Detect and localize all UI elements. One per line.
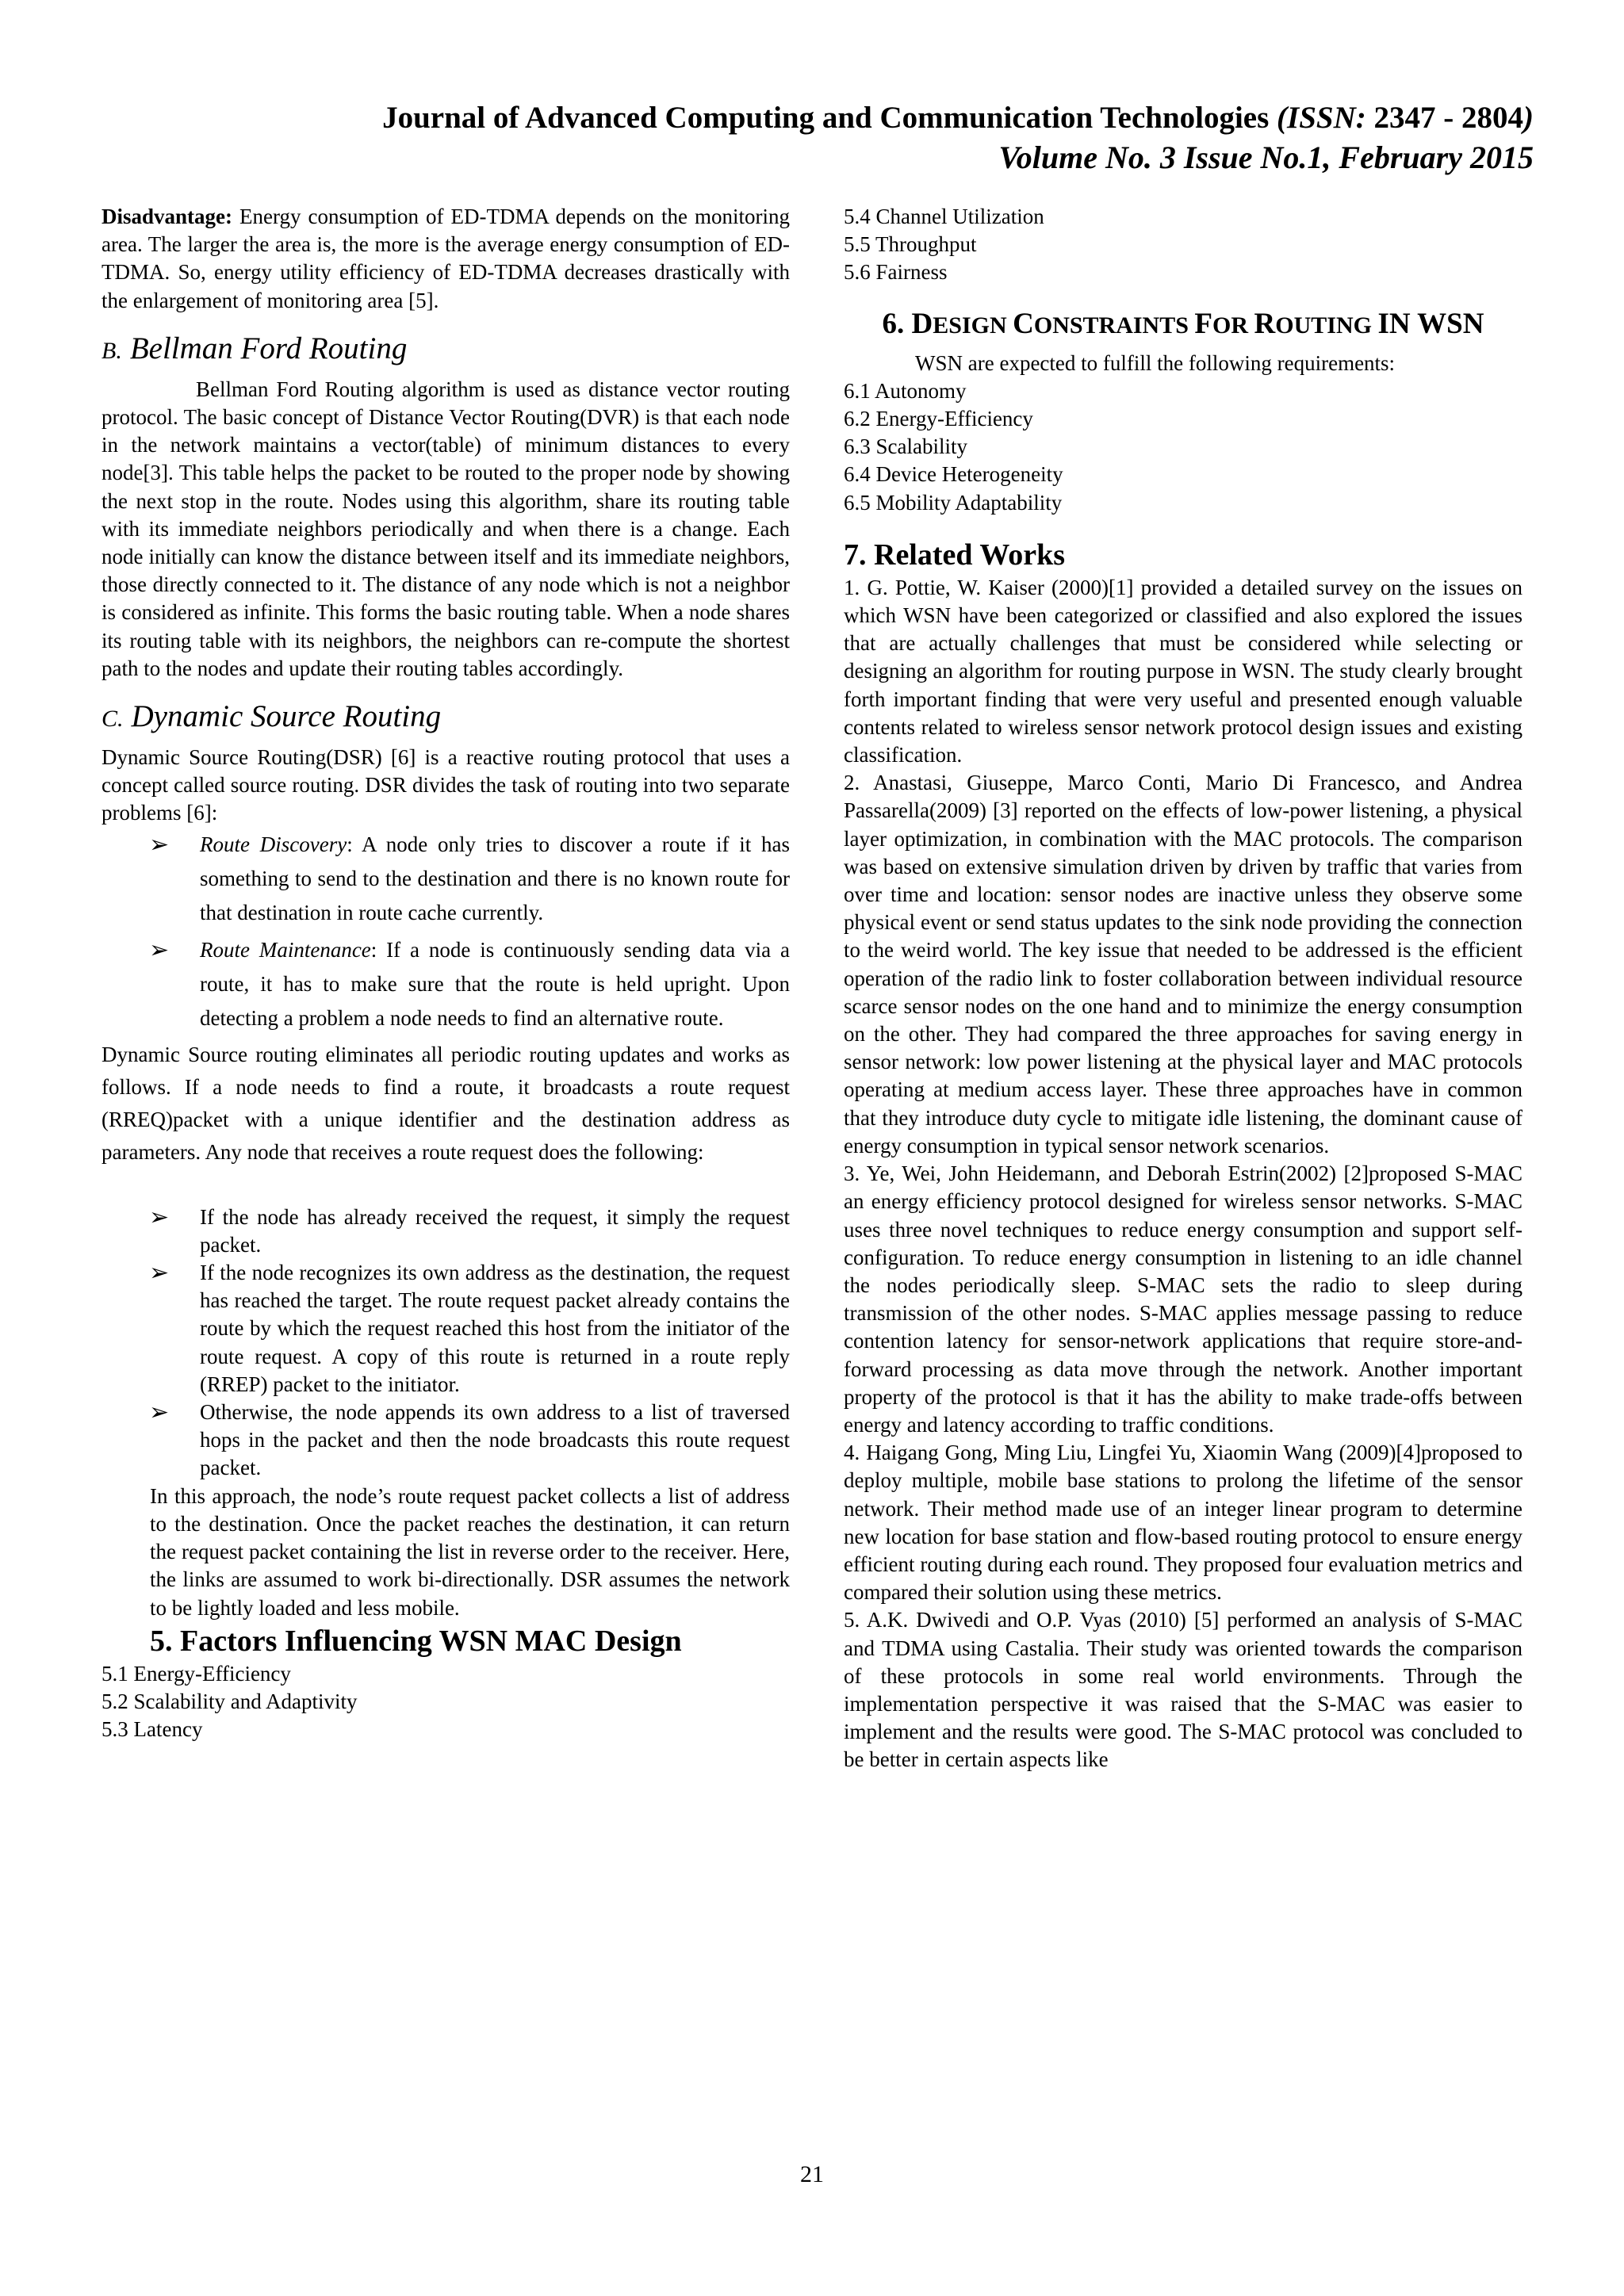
- section-6-intro: WSN are expected to fulfill the following requirements:: [915, 350, 1396, 375]
- issn-number: 2347 - 2804: [1373, 101, 1523, 135]
- rreq-handling-list: [102, 1203, 790, 1483]
- arrow-bullet-icon: ➢: [149, 831, 170, 858]
- section-6-cap: R: [1254, 307, 1276, 340]
- left-column: [102, 203, 790, 1743]
- page-number: 21: [800, 2161, 824, 2187]
- list-item: 5.4 Channel Utilization: [844, 205, 1044, 228]
- right-column: [844, 203, 1522, 1774]
- list-item-text: If the node recognizes its own address as the destination, the request has reached the target. The route request packet already contains the route by which the request reached this host from the initiator of the route request. A copy of this route is returned in a route reply (RREP) packet to the initiator.: [200, 1261, 790, 1396]
- dsr-body-paragraph: Dynamic Source routing eliminates all periodic routing updates and works as follows. If a node needs to find a route, it broadcasts a route request (RREQ)packet with a unique identifier and the destination address as parameters. Any node that receives a route request does the following:: [102, 1042, 790, 1164]
- section-6-cap: F: [1194, 307, 1213, 340]
- list-item-term: Route Maintenance: [200, 937, 371, 962]
- list-item: 6.2 Energy-Efficiency: [844, 407, 1033, 431]
- list-item: 6.1 Autonomy: [844, 378, 967, 403]
- volume-line: Volume No. 3 Issue No.1, February 2015: [998, 140, 1534, 175]
- journal-header: [382, 98, 1534, 178]
- section-7-heading: 7. Related Works: [844, 538, 1066, 572]
- list-item-text: Otherwise, the node appends its own address to a list of traversed hops in the packet and then the node broadcasts this route request packet.: [200, 1400, 790, 1480]
- disadvantage-text: Energy consumption of ED-TDMA depends on the monitoring area. The larger the area is, the more is the average energy consumption of ED-TDMA. So, energy utility efficiency of ED-TDMA decreases drastically with the enlargement of monitoring area [5].: [102, 205, 790, 312]
- list-item: 5.5 Throughput: [844, 232, 977, 257]
- related-work-item: 1. G. Pottie, W. Kaiser (2000)[1] provided a detailed survey on the issues on which WSN have been categorized or classified and also explored the issues that are actually challenges that must be considered while selecting or designing an algorithm for routing purpose in WSN. The study clearly brought forth important finding that were very useful and presented enough valuable contents related to wireless sensor network protocol design issues and existing classification.: [844, 575, 1522, 767]
- related-work-item: 5. A.K. Dwivedi and O.P. Vyas (2010) [5] performed an analysis of S-MAC and TDMA using Castalia. Their study was oriented towards the comparison of these protocols in some real world environments. Through the implementation perspective it was raised that the S-MAC was easier to implement and the results were good. The S-MAC protocol was concluded to be better in certain aspects like: [844, 1608, 1522, 1772]
- section-6-list: [844, 377, 1522, 517]
- journal-title-line: [382, 98, 1534, 138]
- section-5-heading: 5. Factors Influencing WSN MAC Design: [150, 1624, 682, 1658]
- arrow-bullet-icon: ➢: [149, 1399, 170, 1426]
- list-item: [102, 933, 790, 1035]
- dsr-intro-paragraph: Dynamic Source Routing(DSR) [6] is a reactive routing protocol that uses a concept called source routing. DSR divides the task of routing into two separate problems [6]:: [102, 745, 790, 825]
- arrow-bullet-icon: ➢: [149, 936, 170, 963]
- arrow-bullet-icon: ➢: [149, 1260, 170, 1287]
- list-item-text: If the node has already received the request, it simply the request packet.: [200, 1204, 790, 1257]
- list-item-term: Route Discovery: [200, 832, 347, 856]
- list-item-text: : A node only tries to discover a route if it has something to send to the destination and there is no known route for that destination in route cache currently.: [200, 832, 790, 924]
- journal-title: Journal of Advanced Computing and Communication Technologies: [382, 101, 1270, 135]
- dsr-problem-list: [102, 828, 790, 1035]
- section-6-word: N WSN: [1388, 307, 1484, 340]
- list-item: [102, 828, 790, 930]
- list-item: 5.1 Energy-Efficiency: [102, 1661, 291, 1686]
- list-item-text: : If a node is continuously sending data via a route, it has to make sure that the route is held upright. Upon detecting a problem a node needs to find an alternative route.: [200, 937, 790, 1030]
- list-item: 5.3 Latency: [102, 1717, 203, 1742]
- section-6-word: OUTING: [1275, 312, 1378, 339]
- list-item: [102, 1259, 790, 1399]
- spacer: [102, 1169, 790, 1203]
- disadvantage-label: Disadvantage:: [102, 205, 233, 228]
- subsection-b-title: Bellman Ford Routing: [129, 331, 408, 365]
- section-6-cap: C: [1013, 307, 1034, 340]
- section-5-list: [102, 1660, 790, 1744]
- section-6-word: OR: [1212, 312, 1254, 339]
- subsection-c-letter: C.: [102, 706, 124, 733]
- related-work-item: 2. Anastasi, Giuseppe, Marco Conti, Mario Di Francesco, and Andrea Passarella(2009) [3] reported on the effects of low-power listening, a physical layer optimization, in combination with the MAC protocols. The comparison was based on extensive simulation driven by driven by traffic that varies from over time and location: sensor nodes are inactive unless they observe some physical event or send status updates to the sink node providing the connection to the weird world. The key issue that needed to be addressed is the efficient operation of the radio link to foster collaboration between individual resource scarce sensor nodes on the one hand and to minimize the energy consumption on the other. They had compared the three approaches for saving energy in sensor network: low power listening at the physical layer and MAC protocols operating at medium access layer. These three approaches have in common that they introduce duty cycle to mitigate idle listening, the dominant cause of energy consumption in typical sensor network scenarios.: [844, 771, 1522, 1158]
- section-6-heading: [844, 304, 1522, 345]
- list-item: 6.4 Device Heterogeneity: [844, 462, 1063, 487]
- issn-label: (ISSN:: [1277, 101, 1366, 135]
- related-work-item: 4. Haigang Gong, Ming Liu, Lingfei Yu, Xiaomin Wang (2009)[4]proposed to deploy multiple, mobile base stations to prolong the lifetime of the sensor network. Their method made use of an integer linear program to determine new location for base station and flow-based routing protocol to ensure energy efficient routing during each round. They proposed four evaluation metrics and compared their solution using these metrics.: [844, 1441, 1522, 1605]
- section-6-number: 6. D: [882, 307, 933, 340]
- subsection-b-heading: [102, 331, 790, 369]
- list-item: 6.5 Mobility Adaptability: [844, 490, 1063, 515]
- list-item: 5.2 Scalability and Adaptivity: [102, 1689, 358, 1713]
- disadvantage-paragraph: [102, 203, 790, 315]
- list-item: [102, 1203, 790, 1259]
- list-item: 5.6 Fairness: [844, 260, 948, 285]
- related-work-item: 3. Ye, Wei, John Heidemann, and Deborah Estrin(2002) [2]proposed S-MAC an energy efficiency protocol designed for wireless sensor networks. S-MAC uses three novel techniques to reduce energy consumption and support self-configuration. To reduce energy consumption in listening to an idle channel the nodes periodically sleep. S-MAC sets the radio to sleep during transmission of the other nodes. S-MAC applies message passing to reduce contention latency for sensor-network applications that require store-and-forward processing as data move through the network. Another important property of the protocol is that it has the ability to make trade-offs between energy and latency according to traffic conditions.: [844, 1161, 1522, 1437]
- list-item: 6.3 Scalability: [844, 434, 967, 459]
- issn-close: ): [1523, 101, 1534, 135]
- approach-paragraph: In this approach, the node’s route request packet collects a list of address to the destination. Once the packet reaches the destination, it can return the request packet containing the list in reverse order to the receiver. Here, the links are assumed to work bi-directionally. DSR assumes the network to be lightly loaded and less mobile.: [150, 1483, 790, 1620]
- section-6-word: ONSTRAINTS: [1033, 312, 1195, 339]
- subsection-c-title: Dynamic Source Routing: [131, 699, 442, 734]
- list-item: [102, 1399, 790, 1483]
- section-6-word: ESIGN: [933, 312, 1013, 339]
- bellman-paragraph: Bellman Ford Routing algorithm is used as distance vector routing protocol. The basic concept of Distance Vector Routing(DVR) is that each node in the network maintains a vector(table) of minimum distances to every node[3]. This table helps the packet to be routed to the proper node by showing the next stop in the route. Nodes using this algorithm, share its routing table with its immediate neighbors periodically and when there is a change. Each node initially can know the distance between itself and its immediate neighbors, those directly connected to it. The distance of any node which is not a neighbor is considered as infinite. This forms the basic routing table. When a node shares its routing table with its neighbors, the neighbors can re-compute the shortest path to the nodes and update their routing tables accordingly.: [102, 377, 790, 680]
- arrow-bullet-icon: ➢: [149, 1203, 170, 1230]
- subsection-b-letter: B.: [102, 337, 122, 364]
- section-6-cap: I: [1377, 307, 1389, 340]
- section-5-list-continued: [844, 203, 1522, 287]
- subsection-c-heading: [102, 698, 790, 737]
